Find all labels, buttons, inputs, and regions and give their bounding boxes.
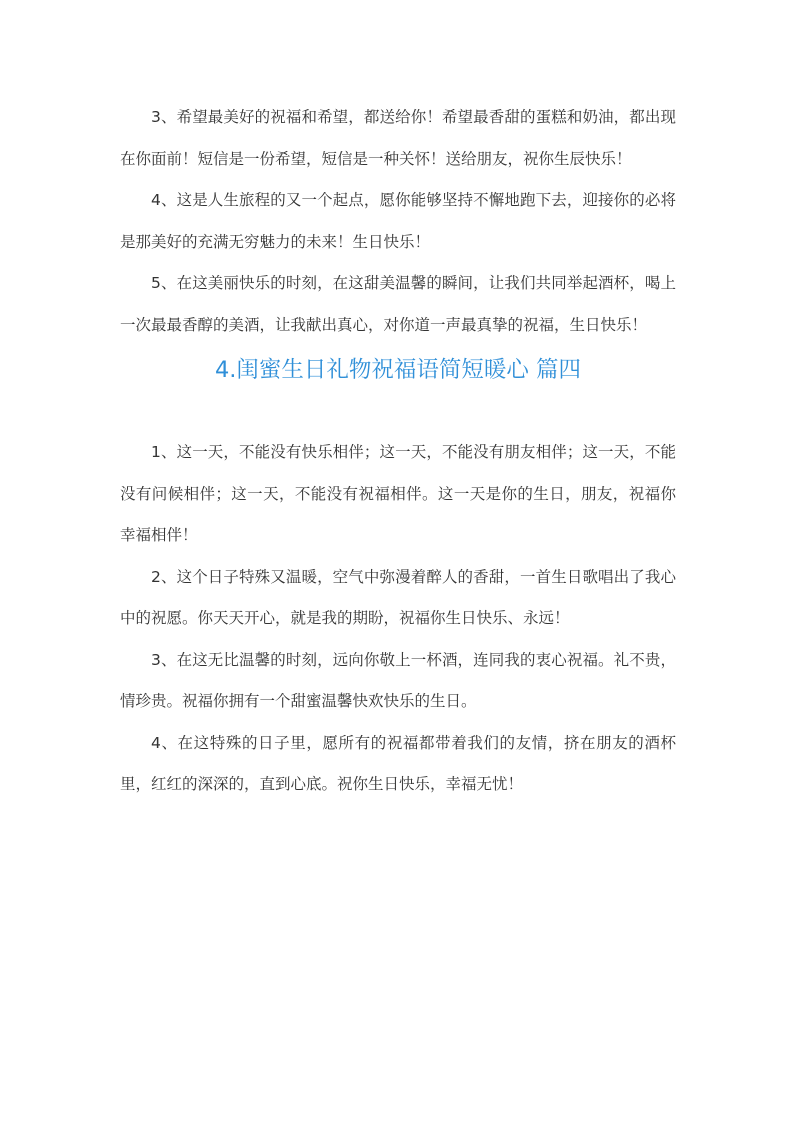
paragraph-bottom-2: 2、这个日子特殊又温暖，空气中弥漫着醉人的香甜，一首生日歌唱出了我心中的祝愿。你天天开心，就是我的期盼，祝福你生日快乐、永远！ bbox=[120, 567, 676, 627]
document-content bbox=[120, 97, 676, 806]
paragraph-bottom-4: 4、在这特殊的日子里，愿所有的祝福都带着我们的友情，挤在朋友的酒杯里，红红的深深的，直到心底。祝你生日快乐，幸福无忧！ bbox=[120, 733, 676, 793]
paragraph-bottom-3: 3、在这无比温馨的时刻，远向你敬上一杯酒，连同我的衷心祝福。礼不贵，情珍贵。祝福你拥有一个甜蜜温馨快欢快乐的生日。 bbox=[120, 650, 676, 710]
heading-spacer bbox=[120, 390, 676, 432]
paragraph-top-3: 3、希望最美好的祝福和希望，都送给你！希望最香甜的蛋糕和奶油，都出现在你面前！短信是一份希望，短信是一种关怀！送给朋友，祝你生辰快乐！ bbox=[120, 108, 676, 168]
paragraph-top-5: 5、在这美丽快乐的时刻，在这甜美温馨的瞬间，让我们共同举起酒杯，喝上一次最最香醇的美酒，让我献出真心，对你道一声最真挚的祝福，生日快乐！ bbox=[120, 274, 676, 334]
paragraph-bottom-1: 1、这一天，不能没有快乐相伴；这一天，不能没有朋友相伴；这一天，不能没有问候相伴；这一天，不能没有祝福相伴。这一天是你的生日，朋友，祝福你幸福相伴！ bbox=[120, 443, 676, 544]
section-heading: 4.闺蜜生日礼物祝福语简短暖心 篇四 bbox=[214, 357, 582, 383]
paragraph-top-4: 4、这是人生旅程的又一个起点，愿你能够坚持不懈地跑下去，迎接你的必将是那美好的充满无穷魅力的未来！生日快乐！ bbox=[120, 191, 676, 251]
